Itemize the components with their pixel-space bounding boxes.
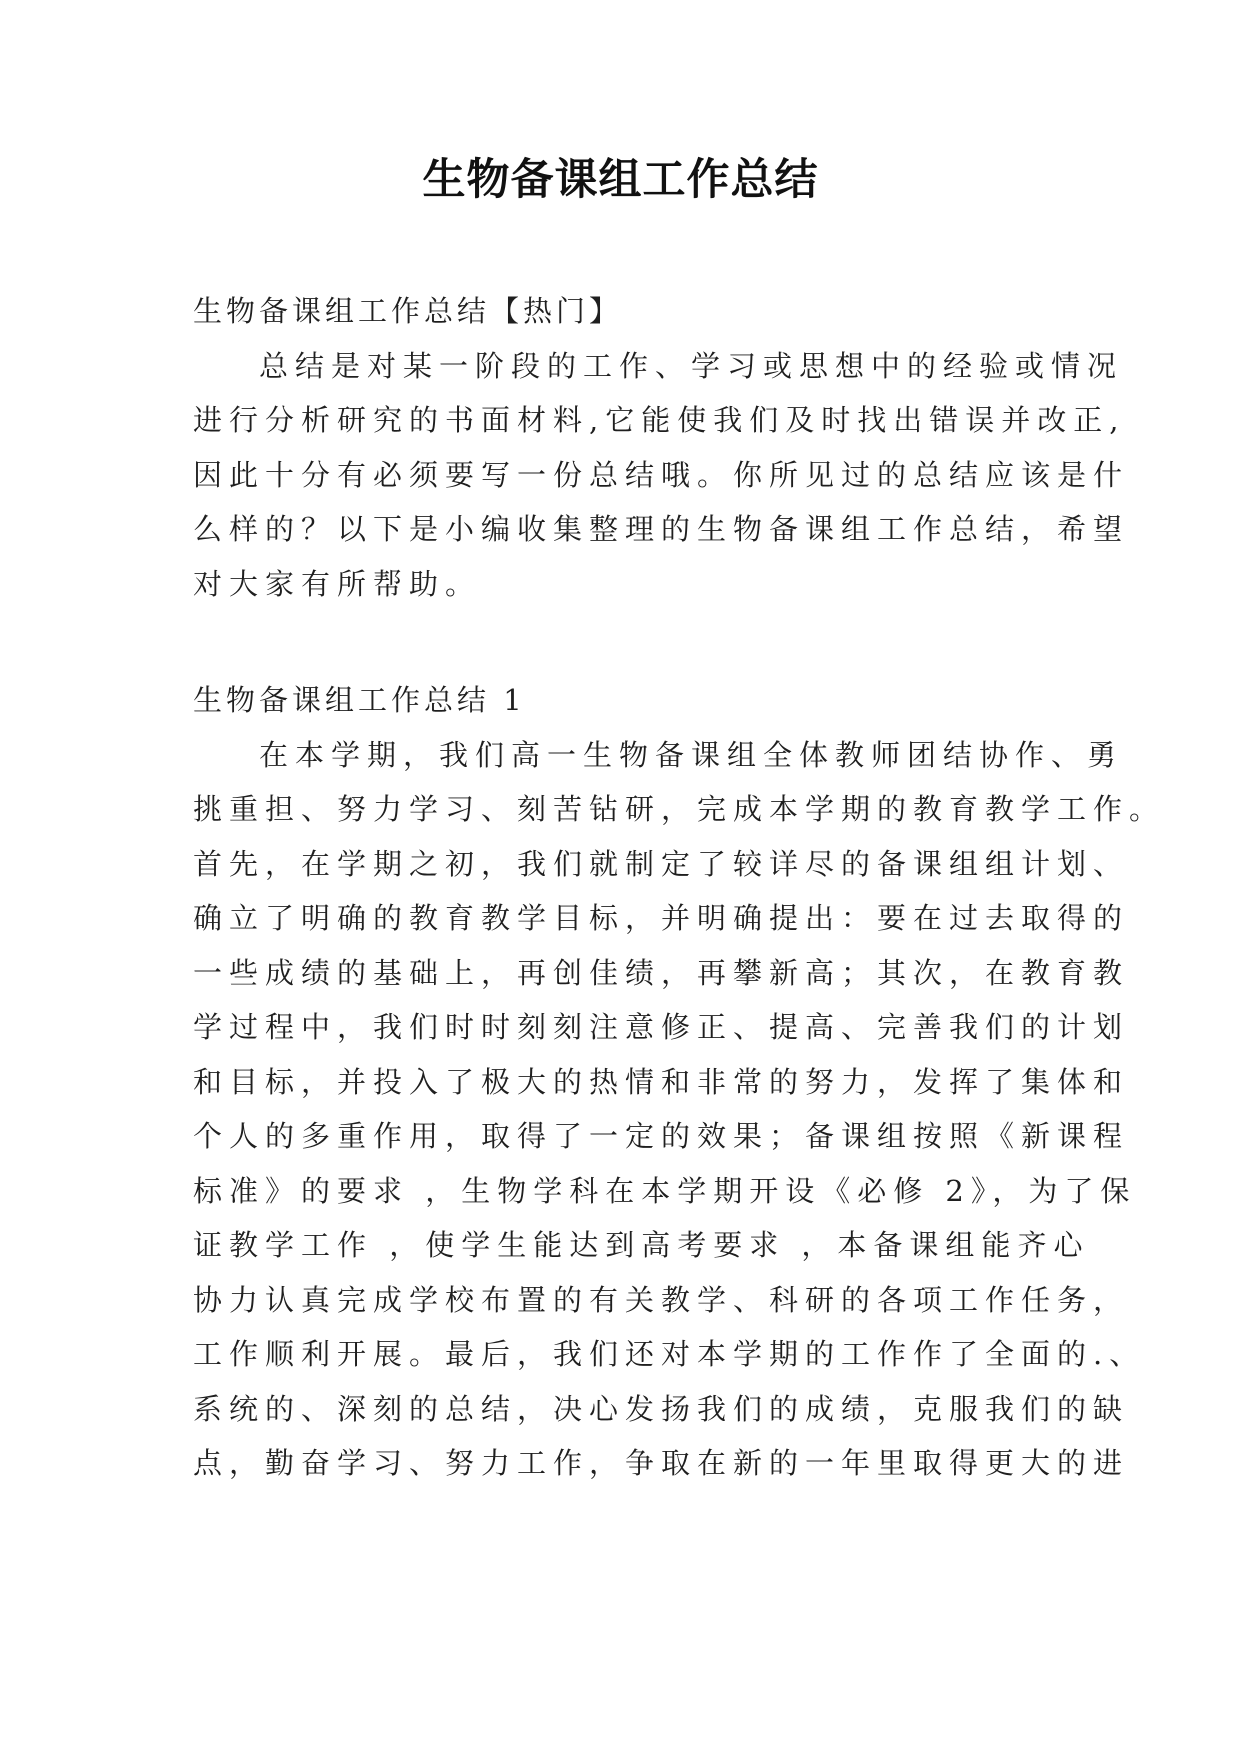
section1-line: 工作顺利开展。最后，我们还对本学期的工作作了全面的.、 [193, 1337, 1146, 1371]
intro-heading: 生物备课组工作总结【热门】 [193, 294, 623, 328]
section1-line: 标准》的要求 ，生物学科在本学期开设《必修 2》，为了保 [193, 1173, 1137, 1208]
intro-paragraph [193, 339, 1130, 612]
section1-paragraph [193, 728, 1166, 1491]
intro-line: 总结是对某一阶段的工作、学习或思想中的经验或情况 [259, 348, 1124, 383]
document-title: 生物备课组工作总结 [422, 155, 819, 205]
section1-line: 在本学期，我们高一生物备课组全体教师团结协作、勇 [259, 737, 1124, 772]
section1-line: 点，勤奋学习、努力工作，争取在新的一年里取得更大的进 [193, 1446, 1130, 1480]
section1-line: 首先，在学期之初，我们就制定了较详尽的备课组组计划、 [193, 846, 1130, 881]
section-spacer [193, 611, 1063, 673]
intro-line: 进行分析研究的书面材料,它能使我们及时找出错误并改正, [193, 403, 1126, 437]
section1-line: 系统的、深刻的总结，决心发扬我们的成绩，克服我们的缺 [193, 1391, 1130, 1426]
section1-line: 个人的多重作用，取得了一定的效果；备课组按照《新课程 [193, 1119, 1130, 1153]
section1-heading: 生物备课组工作总结 1 [193, 683, 526, 717]
intro-line: 对大家有所帮助。 [193, 566, 482, 601]
section1-line: 协力认真完成学校布置的有关教学、科研的各项工作任务， [193, 1282, 1130, 1317]
section1-line: 一些成绩的基础上，再创佳绩，再攀新高；其次，在教育教 [193, 955, 1130, 990]
section1-line: 挑重担、努力学习、刻苦钻研，完成本学期的教育教学工作。 [193, 792, 1166, 826]
section1-line: 证教学工作 ，使学生能达到高考要求 ，本备课组能齐心 [193, 1228, 1090, 1262]
intro-line: 因此十分有必须要写一份总结哦。你所见过的总结应该是什 [193, 457, 1130, 492]
section1-line: 和目标，并投入了极大的热情和非常的努力，发挥了集体和 [193, 1064, 1130, 1099]
section1-line: 确立了明确的教育教学目标，并明确提出：要在过去取得的 [193, 901, 1130, 935]
section1-line: 学过程中，我们时时刻刻注意修正、提高、完善我们的计划 [193, 1010, 1130, 1044]
intro-line: 么样的？以下是小编收集整理的生物备课组工作总结，希望 [193, 512, 1130, 546]
document-body [193, 284, 1166, 1491]
